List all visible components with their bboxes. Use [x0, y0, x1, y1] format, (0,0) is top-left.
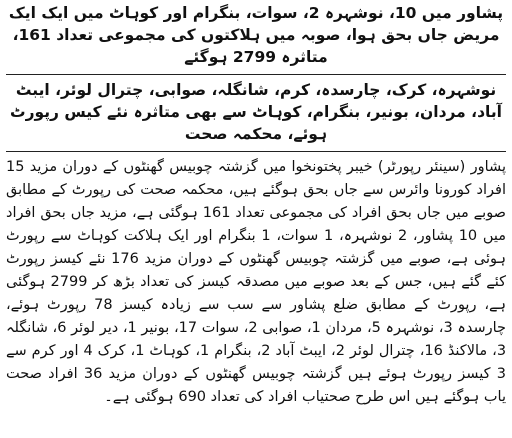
article-body: پشاور (سینئر رپورٹر) خیبر پختونخوا میں گزشتہ چوبیس گھنٹوں کے دوران مزید 15 افراد کورونا وائرس سے جاں بحق ہوگئے ہیں، محکمہ صحت کی رپورٹ کے مطابق صوبے میں جاں بحق افراد کی مجموعی تعداد 161 ہوگئی ہے، مزید جاں بحق افراد میں 10 پشاور، 2 نوشہرہ، 1 سوات، 1 بنگرام اور ایک ہلاکت کوہاٹ سے رپورٹ ہوئی ہے، صوبے میں گزشتہ چوبیس گھنٹوں کے دوران مزید 176 نئے کیسز رپورٹ کئے گئے ہیں، جس کے بعد صوبے میں مصدقہ کیسز کی تعداد بڑھ کر 2799 ہوگئی ہے، رپورٹ کے مطابق ضلع پشاور سے سب سے زیادہ کیسز 78 رپورٹ ہوئے، چارسدہ 3، نوشہرہ 5، مردان 1، صوابی 2، سوات 17، بونیر 1، دیر لوئر 6، شانگلہ 3، مالاکنڈ 16، چترال لوئر 2، ایبٹ آباد 2، بنگرام 1، کوہاٹ 1، کرک 4 اور کرم سے 3 کیسز رپورٹ ہوئے ہیں گزشتہ چوبیس گھنٹوں کے دوران مزید 36 افراد صحت یاب ہوگئے ہیں اس طرح صحتیاب افراد کی تعداد 690 ہوگئی ہے۔: [6, 159, 507, 405]
divider-rule: [6, 74, 506, 75]
subheadline: نوشہرہ، کرک، چارسدہ، کرم، شانگلہ، صوابی، چترال لوئر، ایبٹ آباد، مردان، بونیر، بنگرام، کوہاٹ سے بھی متاثرہ نئے کیس رپورٹ ہوئے، محکمہ صحت: [10, 81, 502, 143]
headline: پشاور میں 10، نوشہرہ 2، سوات، بنگرام اور کوہاٹ میں ایک ایک مریض جاں بحق ہوا، صوبہ میں ہلاکتوں کی مجموعی تعداد 161، متاثرہ 2799 ہوگئے: [8, 4, 504, 66]
divider-rule: [6, 151, 506, 152]
